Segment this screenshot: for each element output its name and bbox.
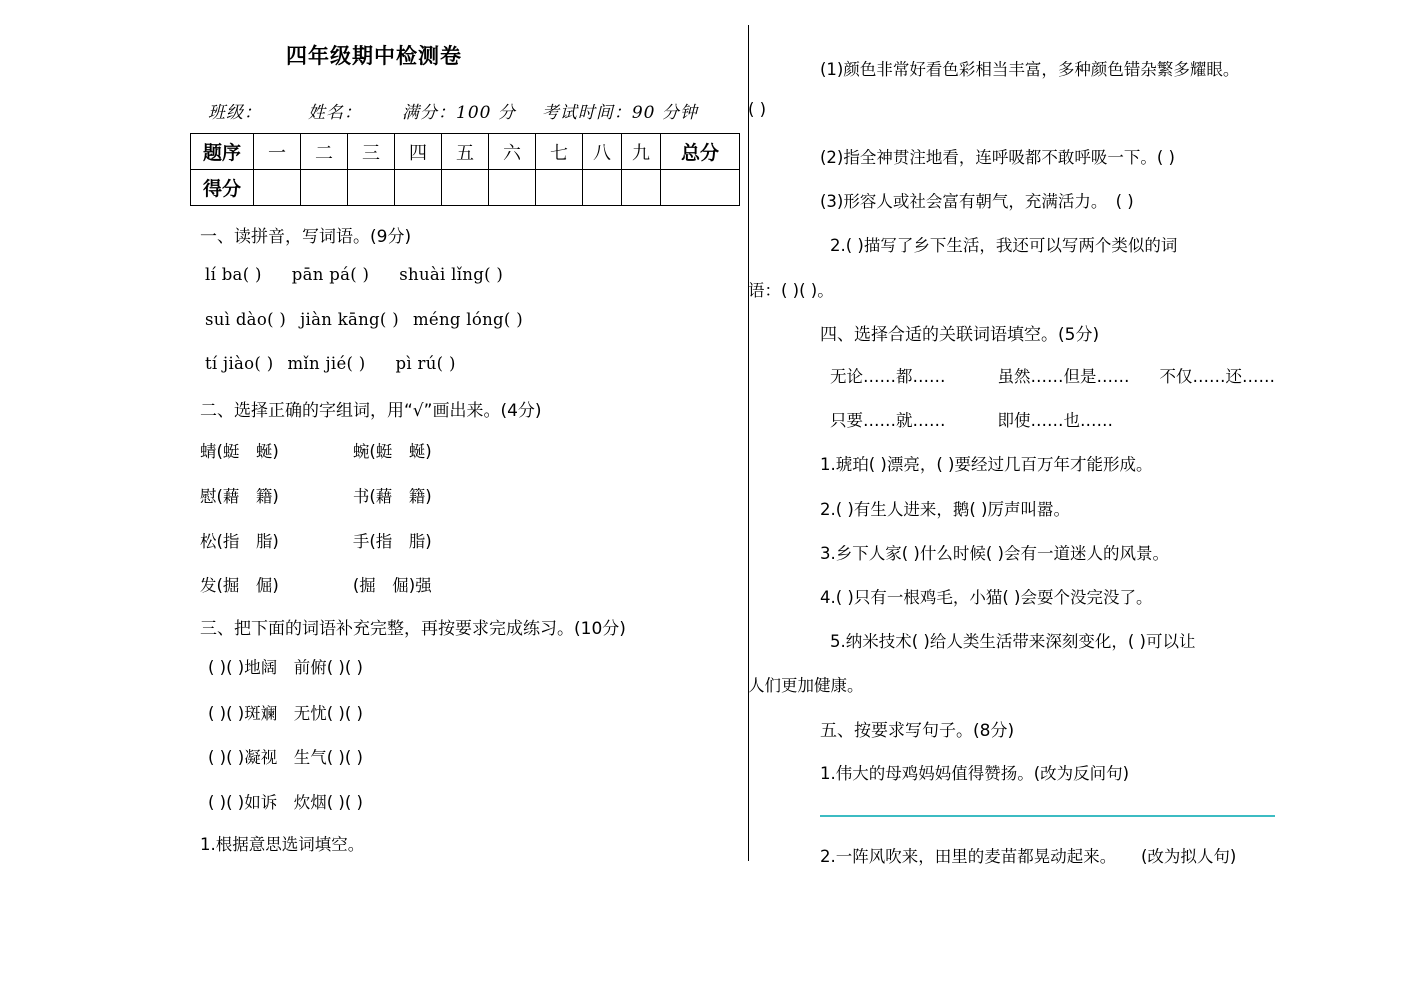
pinyin-blank-1-1[interactable]: ( ) (242, 265, 262, 284)
pinyin-blank-3-2[interactable]: ( ) (346, 354, 366, 373)
meaning-item-1-blank[interactable]: ( ) (748, 100, 767, 119)
pinyin-blank-2-2[interactable]: ( ) (379, 310, 399, 329)
score-table-col-9: 九 (622, 134, 661, 170)
pinyin-1-1: lí ba (205, 265, 243, 284)
pinyin-1-3: shuài lǐng (399, 265, 485, 284)
score-cell-total[interactable] (661, 170, 740, 206)
pinyin-3-1: tí jiào (205, 354, 255, 373)
char-choice-row-2 (200, 483, 432, 507)
char-choice-3-left[interactable]: 松(指 脂) (200, 532, 279, 551)
score-table-col-total: 总分 (661, 134, 740, 170)
connective-4[interactable]: 只要……就…… (830, 411, 946, 430)
section-2-heading: 二、选择正确的字组词，用“√”画出来。(4分) (200, 401, 542, 421)
section-3-sub-2-line-2[interactable]: 语：( )( )。 (748, 281, 834, 300)
char-choice-2-left[interactable]: 慰(藉 籍) (200, 487, 279, 506)
pinyin-3-2: mǐn jié (287, 354, 347, 373)
pinyin-2-2: jiàn kāng (300, 310, 380, 329)
idiom-row-1[interactable]: ( )( )地阔 前俯( )( ) (208, 658, 363, 677)
pinyin-row-3 (205, 354, 456, 373)
pinyin-blank-2-3[interactable]: ( ) (503, 310, 523, 329)
page-title: 四年级期中检测卷 (286, 44, 462, 68)
column-divider (748, 25, 749, 861)
score-cell-2[interactable] (301, 170, 348, 206)
connective-5[interactable]: 即使……也…… (997, 411, 1113, 430)
score-table-col-5: 五 (442, 134, 489, 170)
score-table-rowhead-order: 题序 (191, 134, 254, 170)
connective-1[interactable]: 无论……都…… (830, 367, 946, 386)
char-choice-3-right[interactable]: 手(指 脂) (352, 532, 432, 551)
score-table-col-2: 二 (301, 134, 348, 170)
pinyin-blank-2-1[interactable]: ( ) (267, 310, 287, 329)
section-4-question-4[interactable]: 4.( )只有一根鸡毛，小猫( )会耍个没完没了。 (820, 588, 1153, 607)
score-cell-3[interactable] (348, 170, 395, 206)
pinyin-row-1 (205, 265, 503, 284)
char-choice-4-right[interactable]: (掘 倔)强 (352, 576, 432, 595)
pinyin-2-1: suì dào (205, 310, 268, 329)
pinyin-blank-1-3[interactable]: ( ) (484, 265, 504, 284)
class-label: 班级： (208, 103, 262, 123)
section-4-question-2[interactable]: 2.( )有生人进来，鹅( )厉声叫嚣。 (820, 500, 1070, 519)
section-4-question-5-wrap: 人们更加健康。 (748, 676, 864, 695)
table-row-header (191, 134, 740, 170)
pinyin-blank-3-1[interactable]: ( ) (254, 354, 274, 373)
char-choice-row-1 (200, 438, 432, 462)
score-table-col-3: 三 (348, 134, 395, 170)
score-table-col-7: 七 (536, 134, 583, 170)
char-choice-1-right[interactable]: 蜿(蜓 蜒) (352, 442, 432, 461)
score-table-rowhead-score: 得分 (191, 170, 254, 206)
pinyin-1-2: pān pá (291, 265, 351, 284)
exam-info-line (208, 98, 728, 123)
meaning-item-1: (1)颜色非常好看色彩相当丰富，多种颜色错杂繁多耀眼。 (820, 60, 1240, 79)
section-4-question-5[interactable]: 5.纳米技术( )给人类生活带来深刻变化，( )可以让 (830, 632, 1196, 651)
char-choice-4-left[interactable]: 发(掘 倔) (200, 576, 279, 595)
connective-2[interactable]: 虽然……但是…… (997, 367, 1130, 386)
section-3-sub-1: 1.根据意思选词填空。 (200, 835, 365, 854)
section-4-question-3[interactable]: 3.乡下人家( )什么时候( )会有一道迷人的风景。 (820, 544, 1169, 563)
score-cell-8[interactable] (583, 170, 622, 206)
meaning-item-3[interactable]: (3)形容人或社会富有朝气，充满活力。 ( ) (820, 192, 1134, 211)
section-3-sub-2-line-1[interactable]: 2.( )描写了乡下生活，我还可以写两个类似的词 (830, 236, 1178, 255)
pinyin-3-3: pì rú (395, 354, 437, 373)
score-table (190, 133, 740, 206)
score-cell-7[interactable] (536, 170, 583, 206)
connective-3[interactable]: 不仅……还…… (1159, 367, 1275, 386)
connectives-row-2 (830, 407, 1113, 431)
score-cell-5[interactable] (442, 170, 489, 206)
score-table-col-8: 八 (583, 134, 622, 170)
section-3-heading: 三、把下面的词语补充完整，再按要求完成练习。(10分) (200, 619, 626, 639)
char-choice-row-3 (200, 528, 432, 552)
pinyin-blank-1-2[interactable]: ( ) (350, 265, 370, 284)
section-1-heading: 一、读拼音，写词语。(9分) (200, 227, 412, 247)
idiom-row-2[interactable]: ( )( )斑斓 无忧( )( ) (208, 704, 363, 723)
name-label: 姓名： (308, 103, 362, 123)
section-5-question-2: 2.一阵风吹来，田里的麦苗都晃动起来。 (改为拟人句) (820, 847, 1237, 866)
section-5-heading: 五、按要求写句子。(8分) (820, 721, 1015, 741)
char-choice-1-left[interactable]: 蜻(蜓 蜒) (200, 442, 279, 461)
score-table-col-1: 一 (254, 134, 301, 170)
pinyin-blank-3-3[interactable]: ( ) (436, 354, 456, 373)
score-cell-1[interactable] (254, 170, 301, 206)
score-cell-6[interactable] (489, 170, 536, 206)
char-choice-2-right[interactable]: 书(藉 籍) (352, 487, 432, 506)
score-table-col-4: 四 (395, 134, 442, 170)
connectives-row-1 (830, 363, 1275, 387)
idiom-row-4[interactable]: ( )( )如诉 炊烟( )( ) (208, 793, 363, 812)
table-row-score (191, 170, 740, 206)
pinyin-row-2 (205, 310, 523, 329)
idiom-row-3[interactable]: ( )( )凝视 生气( )( ) (208, 748, 363, 767)
score-table-col-6: 六 (489, 134, 536, 170)
pinyin-2-3: méng lóng (412, 310, 504, 329)
full-score-label: 满分：100 分 (402, 103, 516, 123)
section-4-question-1[interactable]: 1.琥珀( )漂亮，( )要经过几百万年才能形成。 (820, 455, 1153, 474)
exam-time-label: 考试时间：90 分钟 (541, 103, 698, 123)
answer-line-1[interactable] (820, 815, 1275, 817)
score-cell-4[interactable] (395, 170, 442, 206)
meaning-item-2[interactable]: (2)指全神贯注地看，连呼吸都不敢呼吸一下。( ) (820, 148, 1175, 167)
score-cell-9[interactable] (622, 170, 661, 206)
char-choice-row-4 (200, 572, 432, 596)
section-4-heading: 四、选择合适的关联词语填空。(5分) (820, 325, 1100, 345)
section-5-question-1: 1.伟大的母鸡妈妈值得赞扬。(改为反问句) (820, 764, 1130, 783)
